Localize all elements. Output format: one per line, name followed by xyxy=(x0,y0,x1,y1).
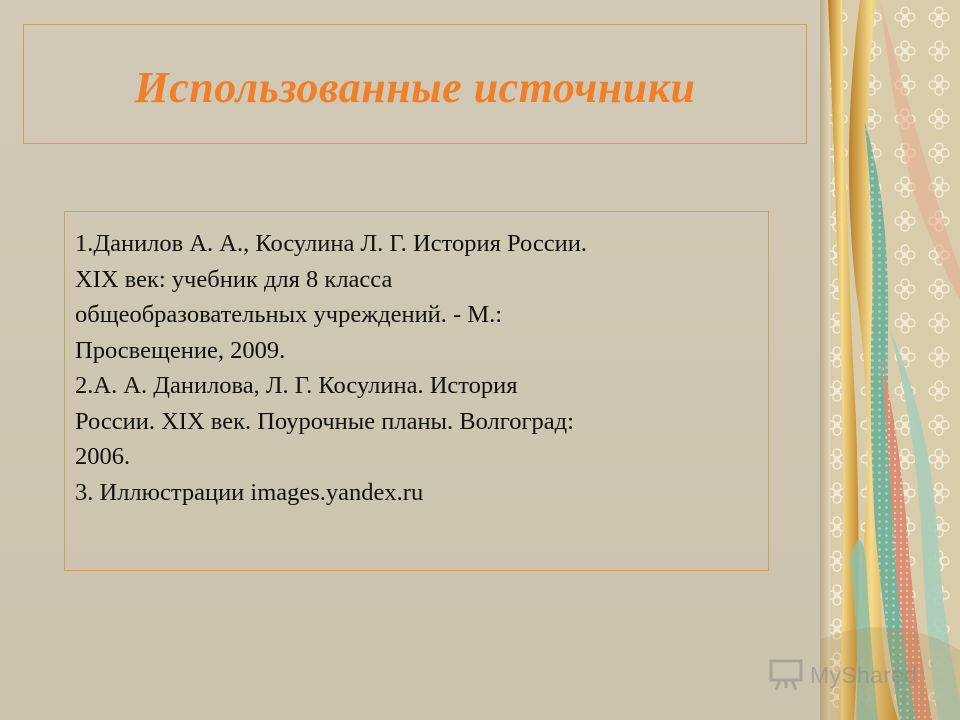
source-line: России. XIX век. Поурочные планы. Волгоград: xyxy=(75,407,574,435)
decorative-ribbon-border xyxy=(820,0,960,720)
title-frame xyxy=(23,24,807,144)
source-line: 2006. xyxy=(75,443,131,470)
source-line: XIX век: учебник для 8 класса xyxy=(75,265,393,293)
presentation-board-icon xyxy=(768,658,804,692)
source-line: 1.Данилов А. А., Косулина Л. Г. История России. xyxy=(75,230,587,257)
source-line: общеобразовательных учреждений. - М.: xyxy=(75,301,503,328)
source-line: 3. Иллюстрации images.yandex.ru xyxy=(75,478,424,506)
watermark xyxy=(768,655,917,695)
source-line: Просвещение, 2009. xyxy=(75,336,286,364)
watermark-text: MyShared xyxy=(810,661,918,688)
slide-title: Использованные источники xyxy=(134,62,696,112)
sources-frame xyxy=(64,211,769,571)
source-line: 2.А. А. Данилова, Л. Г. Косулина. История xyxy=(75,372,518,399)
